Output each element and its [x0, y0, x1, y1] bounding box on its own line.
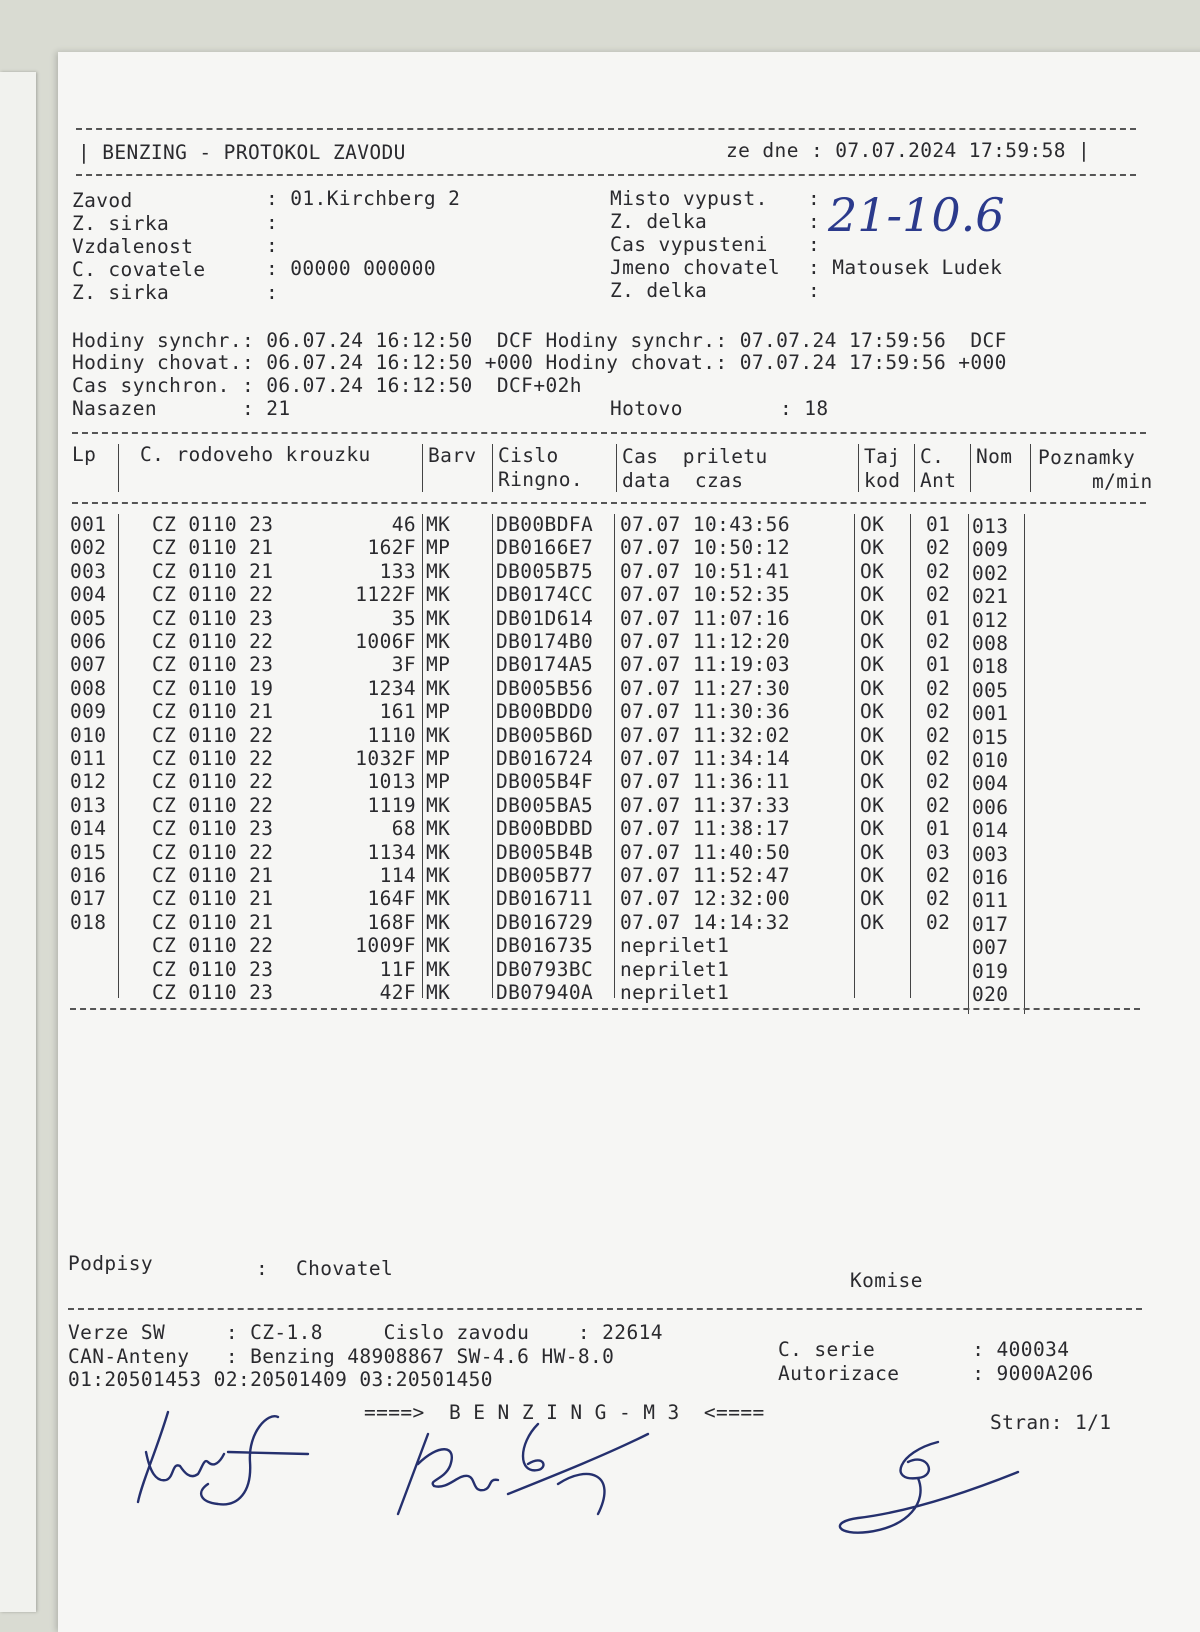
- cell-ringno: DB0174CC: [496, 583, 594, 606]
- cell-ringno: DB00BDBD: [496, 817, 594, 840]
- cell-nom: 004: [972, 772, 1009, 795]
- col-separator: [492, 514, 493, 998]
- info-value: :: [266, 234, 279, 257]
- cell-arrival-time: 07.07 11:37:33: [620, 794, 790, 817]
- cell-nom: 017: [972, 913, 1009, 936]
- cell-arrival-time: 07.07 11:27:30: [620, 677, 790, 700]
- cell-nom: 008: [972, 632, 1009, 655]
- col-separator: [910, 514, 911, 998]
- cell-ring-number: 114: [379, 864, 416, 887]
- col-ringno: Ringno.: [498, 468, 583, 491]
- cell-color: MK: [426, 724, 451, 747]
- cell-nom: 010: [972, 749, 1009, 772]
- cell-ring-number: 1006F: [355, 630, 416, 653]
- info-value: :: [266, 281, 279, 304]
- cell-ring: CZ 0110 23: [152, 958, 274, 981]
- cell-secret-code: OK: [860, 841, 885, 864]
- cell-ring: CZ 0110 21: [152, 864, 274, 887]
- cell-lp: 009: [70, 700, 107, 723]
- cell-arrival-time: 07.07 10:51:41: [620, 560, 790, 583]
- col-separator: [1024, 514, 1025, 1014]
- cell-antenna: 02: [926, 560, 951, 583]
- sync-line-3: Cas synchron. : 06.07.24 16:12:50 DCF+02h: [72, 374, 582, 397]
- cell-nom: 014: [972, 819, 1009, 842]
- col-mmin: m/min: [1092, 470, 1153, 493]
- info-value: :: [808, 279, 821, 302]
- cell-ring-number: 133: [379, 560, 416, 583]
- cell-secret-code: OK: [860, 630, 885, 653]
- col-separator: [118, 514, 119, 998]
- col-separator: [970, 444, 971, 492]
- cell-ring: CZ 0110 23: [152, 981, 274, 1004]
- cell-ringno: DB00BDD0: [496, 700, 594, 723]
- divider: [70, 1008, 1140, 1010]
- cell-ringno: DB005B4B: [496, 841, 594, 864]
- cell-secret-code: OK: [860, 770, 885, 793]
- info-label: Jmeno chovatel: [610, 256, 780, 279]
- info-label: Zavod: [72, 189, 133, 212]
- cell-ring: CZ 0110 23: [152, 513, 274, 536]
- cell-lp: 005: [70, 607, 107, 630]
- info-value: :: [266, 211, 279, 234]
- cell-color: MK: [426, 864, 451, 887]
- cell-ring: CZ 0110 21: [152, 887, 274, 910]
- cell-ring: CZ 0110 23: [152, 817, 274, 840]
- signature-scribble-2: [388, 1414, 688, 1524]
- cell-lp: 014: [70, 817, 107, 840]
- col-separator: [616, 444, 617, 492]
- cell-ring: CZ 0110 22: [152, 747, 274, 770]
- cell-lp: 016: [70, 864, 107, 887]
- cell-color: MK: [426, 887, 451, 910]
- cell-color: MK: [426, 677, 451, 700]
- cell-antenna: 01: [926, 817, 951, 840]
- cell-color: MK: [426, 817, 451, 840]
- cell-nom: 012: [972, 609, 1009, 632]
- cell-arrival-time: 07.07 10:50:12: [620, 536, 790, 559]
- cell-arrival-time: 07.07 11:36:11: [620, 770, 790, 793]
- cell-color: MK: [426, 560, 451, 583]
- cell-ring: CZ 0110 22: [152, 770, 274, 793]
- col-separator: [858, 444, 859, 492]
- cell-ring-number: 164F: [367, 887, 416, 910]
- cell-ring-number: 42F: [379, 981, 416, 1004]
- cell-nom: 009: [972, 538, 1009, 561]
- cell-arrival-time: 07.07 12:32:00: [620, 887, 790, 910]
- col-lp: Lp: [72, 443, 97, 466]
- cell-ring: CZ 0110 22: [152, 724, 274, 747]
- cell-antenna: 02: [926, 700, 951, 723]
- signature-scribble-3: [818, 1432, 1038, 1542]
- cell-ring: CZ 0110 23: [152, 607, 274, 630]
- divider: [76, 174, 1136, 176]
- cell-ringno: DB005B56: [496, 677, 594, 700]
- cell-lp: 010: [70, 724, 107, 747]
- cell-antenna: 01: [926, 513, 951, 536]
- col-separator: [914, 444, 915, 492]
- info-label: Z. sirka: [72, 281, 170, 304]
- cell-arrival-time: neprilet1: [620, 958, 730, 981]
- cell-secret-code: OK: [860, 607, 885, 630]
- cell-color: MK: [426, 841, 451, 864]
- footer-page: Stran: 1/1: [990, 1411, 1112, 1434]
- footer-brand: ====> B E N Z I N G - M 3 <====: [364, 1401, 765, 1424]
- cell-ring: CZ 0110 22: [152, 841, 274, 864]
- cell-nom: 011: [972, 889, 1009, 912]
- cell-color: MK: [426, 981, 451, 1004]
- cell-ringno: DB0793BC: [496, 958, 594, 981]
- cell-color: MK: [426, 607, 451, 630]
- cell-ring: CZ 0110 22: [152, 583, 274, 606]
- footer-serie: C. serie : 400034: [778, 1338, 1070, 1361]
- col-separator: [118, 444, 119, 492]
- cell-color: MK: [426, 513, 451, 536]
- footer-autorizace: Autorizace : 9000A206: [778, 1362, 1094, 1385]
- cell-lp: 006: [70, 630, 107, 653]
- signature-chovatel-label: Chovatel: [296, 1257, 394, 1280]
- cell-antenna: 01: [926, 653, 951, 676]
- cell-ring: CZ 0110 23: [152, 653, 274, 676]
- cell-arrival-time: neprilet1: [620, 981, 730, 1004]
- cell-ring-number: 1234: [367, 677, 416, 700]
- cell-secret-code: OK: [860, 724, 885, 747]
- cell-ringno: DB07940A: [496, 981, 594, 1004]
- info-value: :: [808, 187, 821, 210]
- col-separator: [492, 444, 493, 492]
- cell-color: MK: [426, 630, 451, 653]
- cell-nom: 013: [972, 515, 1009, 538]
- cell-nom: 015: [972, 726, 1009, 749]
- cell-color: MP: [426, 653, 451, 676]
- previous-sheet-edge: [0, 72, 36, 1612]
- col-poznamky: Poznamky: [1038, 446, 1136, 469]
- col-ant: Ant: [920, 469, 957, 492]
- cell-antenna: 02: [926, 911, 951, 934]
- cell-arrival-time: neprilet1: [620, 934, 730, 957]
- cell-ring-number: 162F: [367, 536, 416, 559]
- cell-secret-code: OK: [860, 817, 885, 840]
- cell-lp: 011: [70, 747, 107, 770]
- cell-secret-code: OK: [860, 513, 885, 536]
- cell-nom: 005: [972, 679, 1009, 702]
- sync-line-1: Hodiny synchr.: 06.07.24 16:12:50 DCF Hodiny synchr.: 07.07.24 17:59:56 DCF: [72, 329, 1007, 352]
- cell-lp: 003: [70, 560, 107, 583]
- cell-ringno: DB00BDFA: [496, 513, 594, 536]
- cell-antenna: 02: [926, 770, 951, 793]
- cell-secret-code: OK: [860, 700, 885, 723]
- col-data-czas: data czas: [622, 469, 744, 492]
- cell-ring-number: 1032F: [355, 747, 416, 770]
- cell-color: MK: [426, 958, 451, 981]
- cell-ring-number: 161: [379, 700, 416, 723]
- col-separator: [854, 514, 855, 998]
- cell-ring-number: 1122F: [355, 583, 416, 606]
- cell-ringno: DB016724: [496, 747, 594, 770]
- info-label: Cas vypusteni: [610, 233, 768, 256]
- col-c: C.: [920, 445, 945, 468]
- info-value: : Matousek Ludek: [808, 256, 1003, 279]
- cell-arrival-time: 07.07 11:12:20: [620, 630, 790, 653]
- cell-ringno: DB01D614: [496, 607, 594, 630]
- cell-ring-number: 35: [391, 607, 416, 630]
- cell-nom: 006: [972, 796, 1009, 819]
- cell-lp: 017: [70, 887, 107, 910]
- col-cislo: Cislo: [498, 444, 559, 467]
- col-separator: [614, 514, 615, 998]
- footer-line-3: 01:20501453 02:20501409 03:20501450: [68, 1368, 493, 1391]
- cell-ring: CZ 0110 21: [152, 700, 274, 723]
- cell-arrival-time: 07.07 11:34:14: [620, 747, 790, 770]
- cell-lp: 007: [70, 653, 107, 676]
- cell-ringno: DB0174A5: [496, 653, 594, 676]
- cell-arrival-time: 07.07 11:19:03: [620, 653, 790, 676]
- sync-line-2: Hodiny chovat.: 06.07.24 16:12:50 +000 Hodiny chovat.: 07.07.24 17:59:56 +000: [72, 351, 1007, 374]
- cell-antenna: 02: [926, 677, 951, 700]
- cell-lp: 004: [70, 583, 107, 606]
- cell-secret-code: OK: [860, 677, 885, 700]
- cell-color: MK: [426, 583, 451, 606]
- cell-ring: CZ 0110 21: [152, 536, 274, 559]
- info-label: Vzdalenost: [72, 235, 194, 258]
- cell-lp: 015: [70, 841, 107, 864]
- cell-color: MP: [426, 770, 451, 793]
- divider: [72, 502, 1146, 504]
- cell-secret-code: OK: [860, 864, 885, 887]
- cell-secret-code: OK: [860, 794, 885, 817]
- signature-scribble-1: [128, 1392, 318, 1522]
- cell-nom: 016: [972, 866, 1009, 889]
- cell-color: MP: [426, 536, 451, 559]
- cell-arrival-time: 07.07 11:52:47: [620, 864, 790, 887]
- cell-ringno: DB0166E7: [496, 536, 594, 559]
- info-label: Z. delka: [610, 279, 708, 302]
- info-label: C. covatele: [72, 258, 206, 281]
- col-cas: Cas priletu: [622, 445, 768, 468]
- cell-secret-code: OK: [860, 560, 885, 583]
- col-barv: Barv: [428, 444, 477, 467]
- cell-arrival-time: 07.07 11:07:16: [620, 607, 790, 630]
- info-label: Z. sirka: [72, 212, 170, 235]
- handwritten-release-time: 21-10.6: [828, 188, 1005, 242]
- divider: [76, 128, 1136, 130]
- cell-ringno: DB005B77: [496, 864, 594, 887]
- hotovo-line: Hotovo : 18: [610, 397, 829, 420]
- col-separator: [968, 514, 969, 1014]
- cell-secret-code: OK: [860, 536, 885, 559]
- col-nom: Nom: [976, 445, 1013, 468]
- cell-nom: 003: [972, 843, 1009, 866]
- cell-ringno: DB016735: [496, 934, 594, 957]
- cell-ringno: DB005B4F: [496, 770, 594, 793]
- cell-arrival-time: 07.07 10:52:35: [620, 583, 790, 606]
- nasazen-line: Nasazen : 21: [72, 397, 291, 420]
- cell-ringno: DB005B6D: [496, 724, 594, 747]
- cell-color: MK: [426, 794, 451, 817]
- signature-komise-label: Komise: [850, 1269, 923, 1292]
- cell-arrival-time: 07.07 14:14:32: [620, 911, 790, 934]
- footer-line-1: Verze SW : CZ-1.8 Cislo zavodu : 22614: [68, 1321, 663, 1344]
- cell-ring-number: 46: [391, 513, 416, 536]
- cell-arrival-time: 07.07 10:43:56: [620, 513, 790, 536]
- col-separator: [1030, 444, 1031, 492]
- info-label: Misto vypust.: [610, 187, 768, 210]
- cell-antenna: 03: [926, 841, 951, 864]
- cell-arrival-time: 07.07 11:38:17: [620, 817, 790, 840]
- cell-ring-number: 3F: [391, 653, 416, 676]
- cell-lp: 013: [70, 794, 107, 817]
- protocol-sheet: [58, 52, 1200, 1632]
- info-value: :: [808, 233, 821, 256]
- cell-ring-number: 68: [391, 817, 416, 840]
- cell-secret-code: OK: [860, 653, 885, 676]
- cell-antenna: 02: [926, 536, 951, 559]
- cell-color: MK: [426, 934, 451, 957]
- col-ring: C. rodoveho krouzku: [140, 443, 371, 466]
- cell-ring: CZ 0110 19: [152, 677, 274, 700]
- cell-ring: CZ 0110 22: [152, 794, 274, 817]
- info-value: : 00000 000000: [266, 257, 436, 280]
- cell-ringno: DB005B75: [496, 560, 594, 583]
- cell-lp: 008: [70, 677, 107, 700]
- divider: [68, 1308, 1142, 1310]
- cell-secret-code: OK: [860, 887, 885, 910]
- divider: [72, 432, 1146, 434]
- cell-nom: 019: [972, 960, 1009, 983]
- cell-ring-number: 1119: [367, 794, 416, 817]
- cell-ring-number: 1009F: [355, 934, 416, 957]
- signatures-label: Podpisy: [68, 1252, 153, 1275]
- col-taj: Taj: [864, 445, 901, 468]
- cell-nom: 007: [972, 936, 1009, 959]
- cell-ring-number: 11F: [379, 958, 416, 981]
- cell-arrival-time: 07.07 11:40:50: [620, 841, 790, 864]
- cell-ringno: DB005BA5: [496, 794, 594, 817]
- info-label: Z. delka: [610, 210, 708, 233]
- protocol-date: ze dne : 07.07.2024 17:59:58 |: [726, 139, 1091, 162]
- info-value: : 01.Kirchberg 2: [266, 187, 461, 210]
- cell-color: MP: [426, 700, 451, 723]
- cell-arrival-time: 07.07 11:32:02: [620, 724, 790, 747]
- protocol-title: | BENZING - PROTOKOL ZAVODU: [78, 141, 406, 164]
- cell-ring-number: 168F: [367, 911, 416, 934]
- col-separator: [422, 514, 423, 998]
- cell-secret-code: OK: [860, 583, 885, 606]
- col-kod: kod: [864, 469, 901, 492]
- col-separator: [422, 444, 423, 492]
- cell-nom: 018: [972, 655, 1009, 678]
- cell-arrival-time: 07.07 11:30:36: [620, 700, 790, 723]
- cell-ring: CZ 0110 22: [152, 934, 274, 957]
- cell-antenna: 02: [926, 583, 951, 606]
- signatures-colon: :: [256, 1257, 269, 1280]
- cell-ring-number: 1110: [367, 724, 416, 747]
- cell-color: MK: [426, 911, 451, 934]
- cell-secret-code: OK: [860, 911, 885, 934]
- cell-lp: 001: [70, 513, 107, 536]
- cell-ring-number: 1134: [367, 841, 416, 864]
- cell-ring: CZ 0110 22: [152, 630, 274, 653]
- info-value: :: [808, 210, 821, 233]
- cell-nom: 002: [972, 562, 1009, 585]
- cell-ringno: DB016729: [496, 911, 594, 934]
- cell-ring-number: 1013: [367, 770, 416, 793]
- cell-antenna: 02: [926, 747, 951, 770]
- cell-ringno: DB016711: [496, 887, 594, 910]
- cell-antenna: 02: [926, 724, 951, 747]
- cell-antenna: 02: [926, 630, 951, 653]
- cell-color: MP: [426, 747, 451, 770]
- cell-nom: 001: [972, 702, 1009, 725]
- cell-nom: 020: [972, 983, 1009, 1006]
- cell-antenna: 02: [926, 864, 951, 887]
- cell-lp: 012: [70, 770, 107, 793]
- cell-antenna: 02: [926, 887, 951, 910]
- cell-nom: 021: [972, 585, 1009, 608]
- cell-secret-code: OK: [860, 747, 885, 770]
- cell-antenna: 02: [926, 794, 951, 817]
- cell-ringno: DB0174B0: [496, 630, 594, 653]
- cell-ring: CZ 0110 21: [152, 560, 274, 583]
- cell-antenna: 01: [926, 607, 951, 630]
- cell-lp: 018: [70, 911, 107, 934]
- cell-lp: 002: [70, 536, 107, 559]
- footer-line-2: CAN-Anteny : Benzing 48908867 SW-4.6 HW-8.0: [68, 1345, 615, 1368]
- cell-ring: CZ 0110 21: [152, 911, 274, 934]
